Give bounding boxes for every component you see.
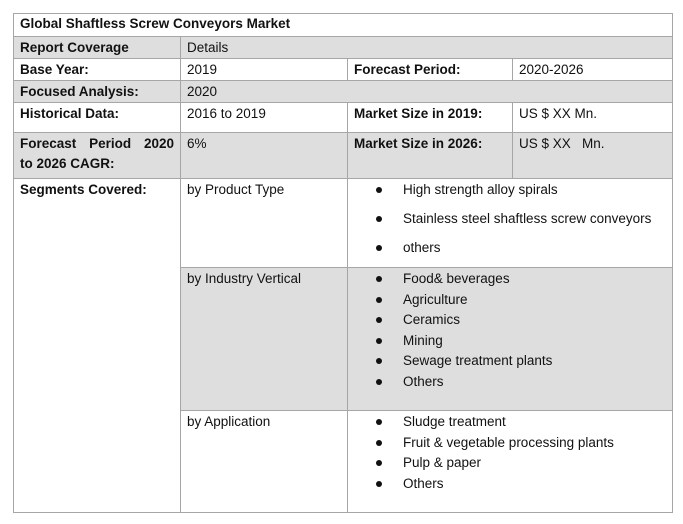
- bullet-icon: [376, 216, 382, 222]
- bullet-icon: [376, 460, 382, 466]
- bullet-icon: [376, 297, 382, 303]
- market-size-2019-label: Market Size in 2019:: [348, 103, 513, 133]
- cagr-value: 6%: [181, 133, 348, 179]
- historical-data-label: Historical Data:: [14, 103, 181, 133]
- list-item: High strength alloy spirals: [354, 180, 666, 209]
- list-item: Fruit & vegetable processing plants: [354, 433, 666, 454]
- bullet-icon: [376, 338, 382, 344]
- list-item: Agriculture: [354, 290, 666, 311]
- bullet-icon: [376, 440, 382, 446]
- market-size-2019-value: US $ XX Mn.: [513, 103, 673, 133]
- list-item: Pulp & paper: [354, 453, 666, 474]
- market-size-2026-value: US $ XX Mn.: [513, 133, 673, 179]
- details-header: Details: [181, 37, 673, 59]
- segment-group-items: [348, 268, 673, 411]
- forecast-period-label: Forecast Period:: [348, 59, 513, 81]
- report-coverage-label: Report Coverage: [14, 37, 181, 59]
- cagr-label-line1: Forecast Period 2020: [20, 136, 174, 151]
- product-type-list: [354, 180, 666, 267]
- list-item: Stainless steel shaftless screw conveyors: [354, 209, 666, 238]
- list-item: Mining: [354, 331, 666, 352]
- historical-data-value: 2016 to 2019: [181, 103, 348, 133]
- bullet-icon: [376, 187, 382, 193]
- segments-covered-label: Segments Covered:: [14, 179, 181, 513]
- bullet-icon: [376, 481, 382, 487]
- focused-analysis-value: 2020: [181, 81, 673, 103]
- segment-group-items: [348, 179, 673, 268]
- bullet-icon: [376, 379, 382, 385]
- industry-vertical-list: [354, 269, 666, 392]
- market-report-table: [13, 13, 673, 513]
- bullet-icon: [376, 358, 382, 364]
- bullet-icon: [376, 317, 382, 323]
- segment-group-name: by Application: [181, 411, 348, 513]
- bullet-icon: [376, 245, 382, 251]
- segment-group-name: by Product Type: [181, 179, 348, 268]
- list-item: Others: [354, 372, 666, 393]
- list-item: Ceramics: [354, 310, 666, 331]
- table-title: Global Shaftless Screw Conveyors Market: [14, 14, 673, 37]
- forecast-period-value: 2020-2026: [513, 59, 673, 81]
- base-year-label: Base Year:: [14, 59, 181, 81]
- focused-analysis-label: Focused Analysis:: [14, 81, 181, 103]
- list-item: others: [354, 238, 666, 267]
- segment-group-name: by Industry Vertical: [181, 268, 348, 411]
- list-item: Food& beverages: [354, 269, 666, 290]
- market-size-2026-label: Market Size in 2026:: [348, 133, 513, 179]
- bullet-icon: [376, 276, 382, 282]
- segment-group-items: [348, 411, 673, 513]
- cagr-label-line2: to 2026 CAGR:: [20, 156, 115, 171]
- base-year-value: 2019: [181, 59, 348, 81]
- cagr-label: [14, 133, 181, 179]
- application-list: [354, 412, 666, 494]
- bullet-icon: [376, 419, 382, 425]
- list-item: Sewage treatment plants: [354, 351, 666, 372]
- list-item: Others: [354, 474, 666, 495]
- list-item: Sludge treatment: [354, 412, 666, 433]
